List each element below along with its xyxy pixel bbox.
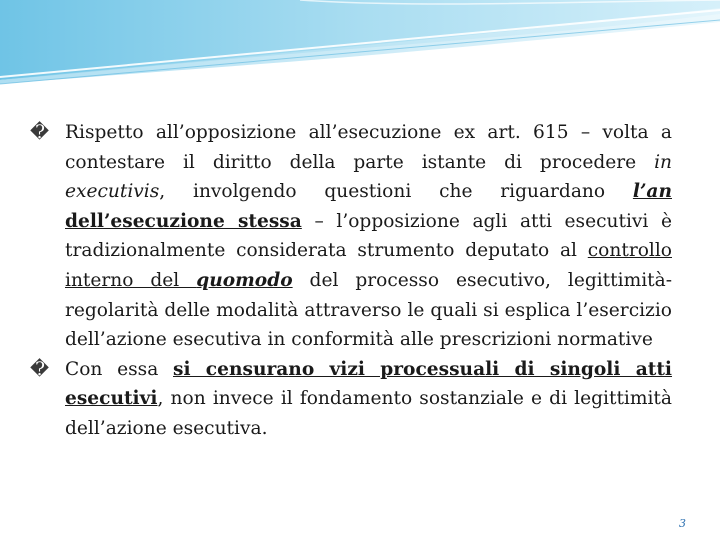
text-emphasis-an: l’an — [632, 181, 672, 203]
paragraph-vizi-processuali — [30, 355, 672, 444]
paragraph-opposizione-atti — [30, 118, 672, 355]
text-italic-in-executivis: in executivis — [65, 151, 672, 203]
slide-body — [30, 118, 672, 444]
text-run: Rispetto all’opposizione all’esecuzione ex art. 615 – volta a contestare il diritto della parte istante di procedere — [65, 122, 672, 173]
text-run: del processo esecutivo, legittimità-regolarità delle modalità attraverso le quali si esplica l’esercizio dell’azione esecutiva in conformità alle prescrizioni normative — [65, 269, 672, 351]
text-run: , non invece il fondamento sostanziale e di legittimità dell’azione esecutiva. — [65, 388, 672, 439]
bullet-icon: � — [30, 122, 50, 143]
bullet-icon: � — [30, 358, 50, 380]
text-underlined-controllo: controllo interno del — [65, 240, 672, 291]
text-emphasis-quomodo: quomodo — [196, 269, 293, 291]
text-run: , involgendo questioni che riguardano — [159, 181, 633, 203]
text-run: Con essa — [65, 358, 173, 380]
header-wave-decoration — [0, 0, 720, 90]
text-emphasis-esecuzione-stessa: dell’esecuzione stessa — [65, 210, 302, 232]
text-run: – l’opposizione agli atti esecutivi è tradizionalmente considerata strumento deputato al — [65, 210, 672, 262]
page-number: 3 — [679, 517, 686, 530]
text-emphasis-vizi-processuali: si censurano vizi processuali di singoli atti esecutivi — [65, 358, 673, 410]
